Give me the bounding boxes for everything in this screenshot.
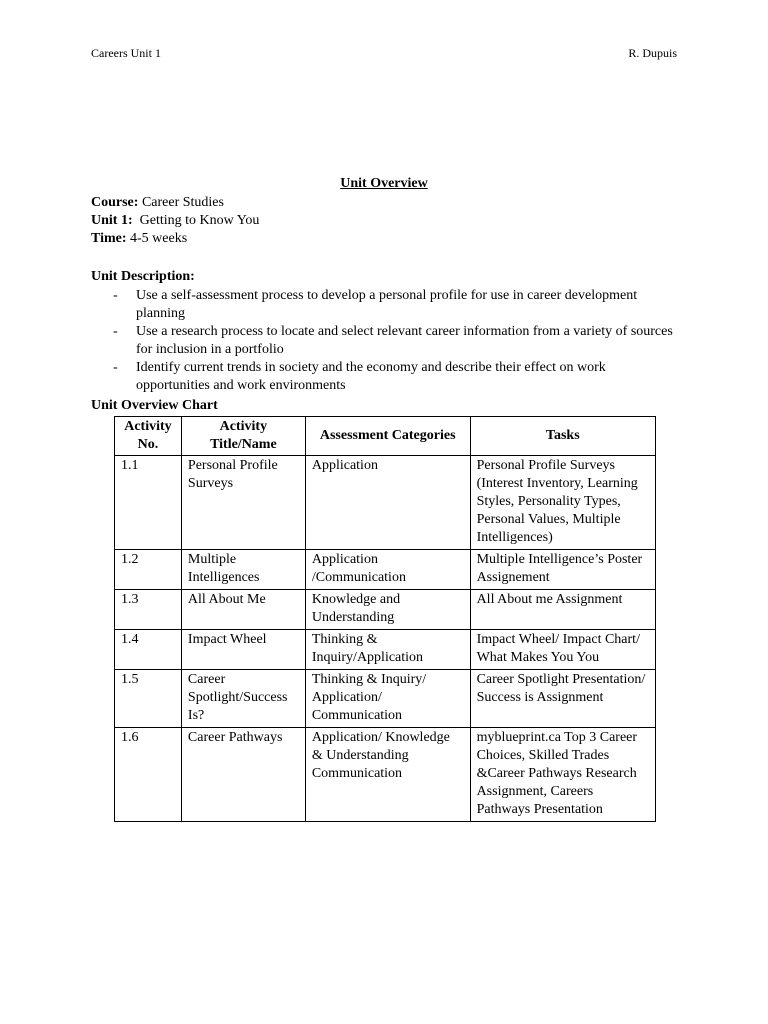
course-line — [91, 194, 259, 212]
chart-title: Unit Overview Chart — [91, 398, 218, 413]
header-tasks: Tasks — [470, 417, 655, 456]
time-value: 4-5 weeks — [130, 231, 188, 246]
list-item — [91, 287, 681, 323]
cell-assessment: Knowledge and Understanding — [305, 590, 470, 630]
header-left: Careers Unit 1 — [91, 46, 161, 60]
cell-activity-no: 1.6 — [115, 728, 182, 822]
table-row — [115, 630, 656, 670]
cell-assessment: Application — [305, 456, 470, 550]
cell-activity-title: Multiple Intelligences — [181, 550, 305, 590]
cell-tasks: Multiple Intelligence’s Poster Assignement — [470, 550, 655, 590]
cell-assessment: Application/ Knowledge & Understanding Communication — [305, 728, 470, 822]
cell-tasks: Career Spotlight Presentation/ Success is Assignment — [470, 670, 655, 728]
unit-label: Unit 1: — [91, 213, 133, 228]
description-item: Identify current trends in society and the economy and describe their effect on work opportunities and work environments — [136, 360, 606, 393]
time-label: Time: — [91, 231, 127, 246]
cell-activity-no: 1.3 — [115, 590, 182, 630]
description-list — [91, 287, 681, 395]
table-row — [115, 550, 656, 590]
list-item — [91, 323, 681, 359]
list-item — [91, 359, 681, 395]
time-line — [91, 230, 259, 248]
header-right: R. Dupuis — [628, 46, 677, 60]
table-row — [115, 670, 656, 728]
cell-activity-no: 1.2 — [115, 550, 182, 590]
header-activity-no: Activity No. — [115, 417, 182, 456]
cell-tasks: Impact Wheel/ Impact Chart/ What Makes You You — [470, 630, 655, 670]
cell-activity-title: Career Pathways — [181, 728, 305, 822]
cell-activity-no: 1.1 — [115, 456, 182, 550]
cell-tasks: myblueprint.ca Top 3 Career Choices, Skilled Trades &Career Pathways Research Assignment, Careers Pathways Presentation — [470, 728, 655, 822]
cell-activity-title: Impact Wheel — [181, 630, 305, 670]
course-label: Course: — [91, 195, 139, 210]
cell-assessment: Thinking & Inquiry/Application — [305, 630, 470, 670]
cell-assessment: Application /Communication — [305, 550, 470, 590]
cell-activity-no: 1.5 — [115, 670, 182, 728]
unit-value: Getting to Know You — [139, 213, 260, 228]
description-item: Use a research process to locate and select relevant career information from a variety of sources for inclusion in a portfolio — [136, 324, 673, 357]
bullet-dash: - — [113, 324, 118, 339]
cell-assessment: Thinking & Inquiry/ Application/ Communication — [305, 670, 470, 728]
unit-line — [91, 212, 259, 230]
table-row — [115, 590, 656, 630]
course-value: Career Studies — [141, 195, 224, 210]
header-assessment-categories: Assessment Categories — [305, 417, 470, 456]
cell-activity-title: All About Me — [181, 590, 305, 630]
cell-activity-title: Career Spotlight/Success Is? — [181, 670, 305, 728]
header-activity-title: Activity Title/Name — [181, 417, 305, 456]
description-title: Unit Description: — [91, 269, 195, 284]
cell-activity-title: Personal Profile Surveys — [181, 456, 305, 550]
cell-tasks: Personal Profile Surveys (Interest Inventory, Learning Styles, Personality Types, Personal Values, Multiple Intelligences) — [470, 456, 655, 550]
bullet-dash: - — [113, 288, 118, 303]
table-row — [115, 456, 656, 550]
cell-activity-no: 1.4 — [115, 630, 182, 670]
description-item: Use a self-assessment process to develop a personal profile for use in career development planning — [136, 288, 638, 321]
table-header-row — [115, 417, 656, 456]
unit-overview-table — [114, 416, 656, 822]
cell-tasks: All About me Assignment — [470, 590, 655, 630]
table-row — [115, 728, 656, 822]
bullet-dash: - — [113, 360, 118, 375]
unit-meta — [91, 194, 259, 248]
page-title: Unit Overview — [340, 176, 428, 191]
